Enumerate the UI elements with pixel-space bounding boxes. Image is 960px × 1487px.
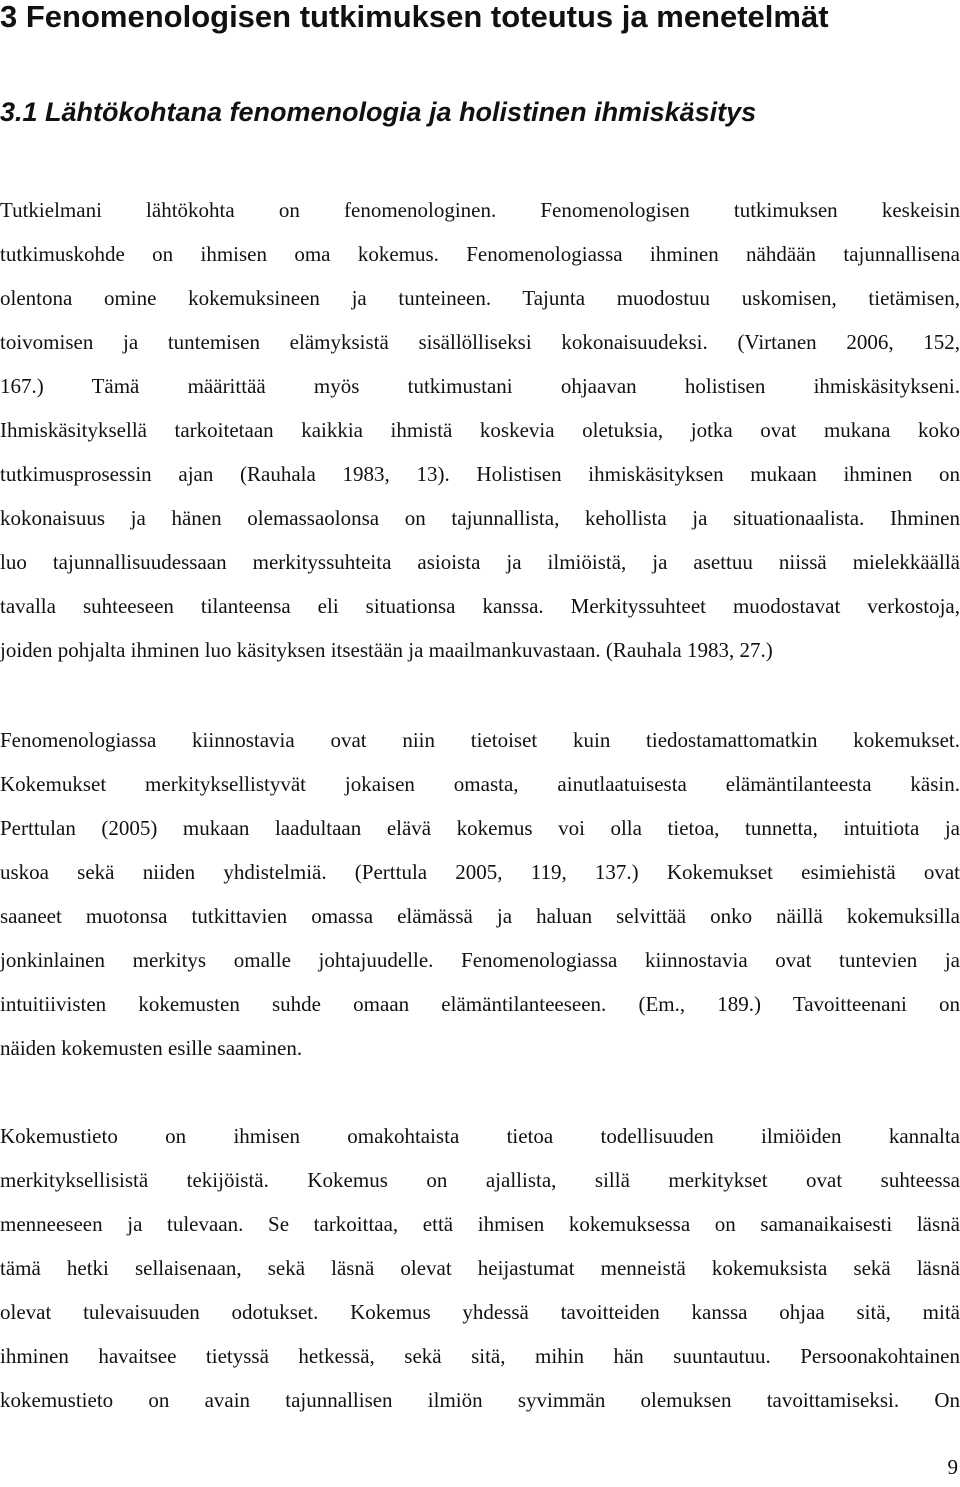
text-line: Kokemukset merkityksellistyvät jokaisen omasta, ainutlaatuisesta elämäntilanteesta käsin. (0, 772, 960, 796)
section-heading: 3.1 Lähtökohtana fenomenologia ja holistinen ihmiskäsitys (0, 97, 757, 127)
text-line: 167.) Tämä määrittää myös tutkimustani ohjaavan holistisen ihmiskäsitykseni. (0, 374, 960, 398)
paragraph-3 (0, 1114, 960, 1422)
text-line: tämä hetki sellaisenaan, sekä läsnä olevat heijastumat menneistä kokemuksista sekä läsnä (0, 1256, 960, 1280)
paragraph-1 (0, 188, 960, 672)
text-line: joiden pohjalta ihminen luo käsityksen itsestään ja maailmankuvastaan. (Rauhala 1983, 27.) (0, 638, 773, 662)
page-number: 9 (947, 1455, 958, 1479)
text-line: kokonaisuus ja hänen olemassaolonsa on tajunnallista, kehollista ja situationaalista. Ihminen (0, 506, 960, 530)
text-line: menneeseen ja tulevaan. Se tarkoittaa, että ihmisen kokemuksessa on samanaikaisesti läsnä (0, 1212, 960, 1236)
text-line: tavalla suhteeseen tilanteensa eli situationsa kanssa. Merkityssuhteet muodostavat verkostoja, (0, 594, 960, 618)
paragraph-2 (0, 718, 960, 1070)
text-line: olentona omine kokemuksineen ja tunteineen. Tajunta muodostuu uskomisen, tietämisen, (0, 286, 960, 310)
text-line: tutkimuskohde on ihmisen oma kokemus. Fenomenologiassa ihminen nähdään tajunnallisena (0, 242, 960, 266)
text-line: Tutkielmani lähtökohta on fenomenologinen. Fenomenologisen tutkimuksen keskeisin (0, 198, 960, 222)
text-line: luo tajunnallisuudessaan merkityssuhteita asioista ja ilmiöistä, ja asettuu niissä mielekkäällä (0, 550, 960, 574)
text-line: saaneet muotonsa tutkittavien omassa elämässä ja haluan selvittää onko näillä kokemuksilla (0, 904, 960, 928)
chapter-heading: 3 Fenomenologisen tutkimuksen toteutus ja menetelmät (0, 0, 829, 34)
text-line: merkityksellisistä tekijöistä. Kokemus on ajallista, sillä merkitykset ovat suhteessa (0, 1168, 960, 1192)
text-line: jonkinlainen merkitys omalle johtajuudelle. Fenomenologiassa kiinnostavia ovat tuntevien ja (0, 948, 960, 972)
text-line: Fenomenologiassa kiinnostavia ovat niin tietoiset kuin tiedostamattomatkin kokemukset. (0, 728, 960, 752)
text-line: toivomisen ja tuntemisen elämyksistä sisällölliseksi kokonaisuudeksi. (Virtanen 2006, 152, (0, 330, 960, 354)
text-line: olevat tulevaisuuden odotukset. Kokemus yhdessä tavoitteiden kanssa ohjaa sitä, mitä (0, 1300, 960, 1324)
text-line: Kokemustieto on ihmisen omakohtaista tietoa todellisuuden ilmiöiden kannalta (0, 1124, 960, 1148)
text-line: kokemustieto on avain tajunnallisen ilmiön syvimmän olemuksen tavoittamiseksi. On (0, 1388, 960, 1412)
text-line: uskoa sekä niiden yhdistelmiä. (Perttula 2005, 119, 137.) Kokemukset esimiehistä ovat (0, 860, 960, 884)
text-line: näiden kokemusten esille saaminen. (0, 1036, 303, 1060)
text-line: Ihmiskäsityksellä tarkoitetaan kaikkia ihmistä koskevia oletuksia, jotka ovat mukana koko (0, 418, 960, 442)
text-line: ihminen havaitsee tietyssä hetkessä, sekä sitä, mihin hän suuntautuu. Persoonakohtainen (0, 1344, 960, 1368)
text-line: Perttulan (2005) mukaan laadultaan elävä kokemus voi olla tietoa, tunnetta, intuitiota ja (0, 816, 960, 840)
text-line: intuitiivisten kokemusten suhde omaan elämäntilanteeseen. (Em., 189.) Tavoitteenani on (0, 992, 960, 1016)
text-line: tutkimusprosessin ajan (Rauhala 1983, 13). Holistisen ihmiskäsityksen mukaan ihminen on (0, 462, 960, 486)
